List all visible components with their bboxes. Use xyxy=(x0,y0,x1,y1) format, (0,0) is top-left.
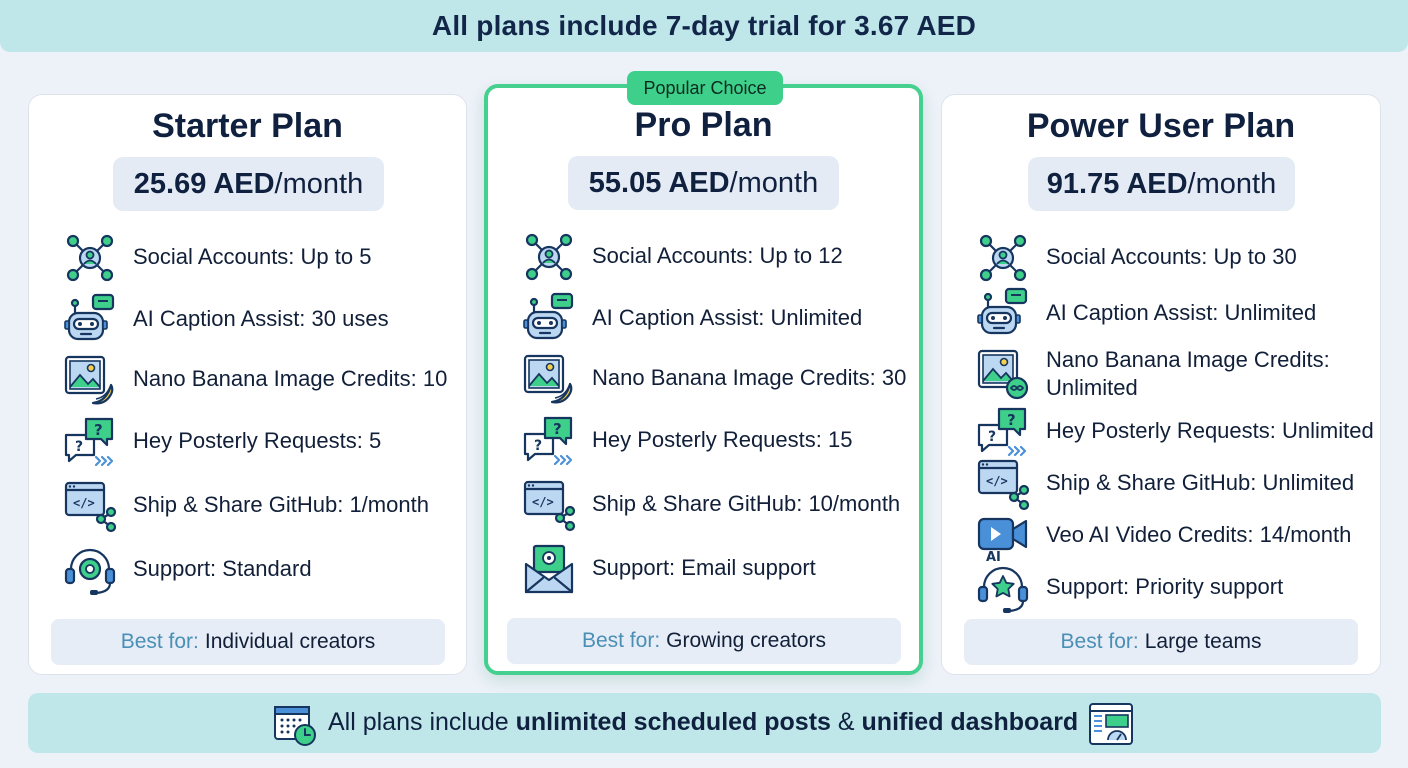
best-for-value: Individual creators xyxy=(204,630,376,653)
feature-text: Nano Banana Image Credits: Unlimited xyxy=(1046,347,1330,400)
best-for-value: Large teams xyxy=(1144,630,1262,653)
feature-item xyxy=(29,291,466,347)
best-for-label: Best for: xyxy=(1060,630,1139,653)
feature-item xyxy=(488,290,919,346)
feature-text: Veo AI Video Credits: 14/month xyxy=(1046,522,1352,547)
robot-icon xyxy=(976,287,1030,341)
feature-text: Ship & Share GitHub: 1/month xyxy=(133,492,429,517)
image-banana-icon xyxy=(63,353,117,407)
best-for-label: Best for: xyxy=(581,629,661,652)
feature-item xyxy=(942,403,1380,459)
top-banner-title: All plans include 7-day trial for 3.67 AED xyxy=(431,10,977,41)
best-for-value: Growing creators xyxy=(666,629,827,652)
feature-text: Support: Email support xyxy=(592,555,816,580)
svg-text:?: ? xyxy=(75,439,84,455)
feature-text: Social Accounts: Up to 5 xyxy=(133,244,372,269)
feature-text: Social Accounts: Up to 12 xyxy=(592,243,843,268)
feature-item xyxy=(942,559,1380,615)
bottom-banner xyxy=(28,693,1381,753)
top-banner xyxy=(0,0,1408,52)
plan-price xyxy=(113,157,384,211)
feature-text: Social Accounts: Up to 30 xyxy=(1046,244,1297,269)
feature-item xyxy=(488,350,919,406)
feature-item xyxy=(942,507,1380,563)
svg-text:AI: AI xyxy=(986,550,1001,563)
svg-text:?: ? xyxy=(534,438,543,454)
chat-question-icon xyxy=(63,415,117,469)
feature-item xyxy=(942,455,1380,511)
price-period: /month xyxy=(1187,167,1277,200)
feature-item xyxy=(29,229,466,285)
network-icon xyxy=(976,231,1030,285)
plan-title: Pro Plan xyxy=(634,106,773,144)
feature-text: Nano Banana Image Credits: 10 xyxy=(133,366,448,391)
feature-text: Support: Standard xyxy=(133,556,312,581)
svg-text:?: ? xyxy=(988,429,997,445)
price-amount: 25.69 AED xyxy=(133,167,275,200)
footer-bold-1: unlimited scheduled posts xyxy=(515,708,831,736)
plan-card-pro[interactable] xyxy=(484,77,923,675)
svg-text:?: ? xyxy=(553,420,562,438)
plan-price xyxy=(568,156,839,210)
best-for-label: Best for: xyxy=(120,630,199,653)
best-for xyxy=(964,619,1358,665)
feature-item xyxy=(488,228,919,284)
footer-mid: & xyxy=(830,708,862,736)
feature-text: AI Caption Assist: Unlimited xyxy=(592,305,863,330)
popular-badge: Popular Choice xyxy=(627,71,783,105)
feature-item xyxy=(29,413,466,469)
robot-icon xyxy=(522,292,576,346)
image-banana-icon xyxy=(522,352,576,406)
feature-text: AI Caption Assist: Unlimited xyxy=(1046,300,1317,325)
dashboard-icon xyxy=(1088,701,1134,747)
plan-title: Starter Plan xyxy=(152,107,343,145)
code-share-icon xyxy=(976,457,1030,511)
headset-gear-icon xyxy=(63,543,117,597)
price-period: /month xyxy=(729,166,819,199)
code-share-icon xyxy=(522,478,576,532)
svg-text:</>: </> xyxy=(73,496,95,510)
feature-item xyxy=(942,229,1380,285)
robot-icon xyxy=(63,293,117,347)
chat-question-icon xyxy=(976,405,1030,459)
network-icon xyxy=(522,230,576,284)
svg-text:</>: </> xyxy=(986,474,1008,488)
feature-item xyxy=(488,540,919,596)
feature-item xyxy=(942,345,1380,403)
chat-question-icon xyxy=(522,414,576,468)
svg-text:</>: </> xyxy=(532,495,554,509)
video-camera-icon xyxy=(976,509,1030,563)
code-share-icon xyxy=(63,479,117,533)
network-icon xyxy=(63,231,117,285)
best-for xyxy=(51,619,445,665)
feature-item xyxy=(29,351,466,407)
plan-title: Power User Plan xyxy=(1026,107,1296,145)
feature-item xyxy=(942,285,1380,341)
price-amount: 91.75 AED xyxy=(1046,167,1188,200)
feature-text: AI Caption Assist: 30 uses xyxy=(133,306,389,331)
plan-card-starter[interactable] xyxy=(28,94,467,675)
feature-text: Hey Posterly Requests: 15 xyxy=(592,427,853,452)
svg-text:?: ? xyxy=(1007,411,1016,429)
footer-prefix: All plans include xyxy=(328,708,516,736)
feature-text: Support: Priority support xyxy=(1046,574,1284,599)
svg-text:?: ? xyxy=(94,421,103,439)
feature-text: Ship & Share GitHub: 10/month xyxy=(592,491,901,516)
feature-item xyxy=(488,476,919,532)
feature-item xyxy=(488,412,919,468)
price-amount: 55.05 AED xyxy=(588,166,730,199)
feature-text: Hey Posterly Requests: Unlimited xyxy=(1046,418,1374,443)
envelope-gear-icon xyxy=(522,542,576,596)
feature-text: Ship & Share GitHub: Unlimited xyxy=(1046,470,1355,495)
feature-item xyxy=(29,541,466,597)
image-infinity-icon xyxy=(976,347,1030,401)
plan-card-power[interactable] xyxy=(941,94,1381,675)
feature-text: Nano Banana Image Credits: 30 xyxy=(592,365,907,390)
footer-bold-2: unified dashboard xyxy=(861,708,1079,736)
feature-text: Hey Posterly Requests: 5 xyxy=(133,428,382,453)
best-for xyxy=(507,618,901,664)
footer-text xyxy=(328,708,1078,737)
headset-star-icon xyxy=(976,561,1030,615)
plan-price xyxy=(1028,157,1295,211)
price-period: /month xyxy=(274,167,364,200)
feature-item xyxy=(29,477,466,533)
calendar-clock-icon xyxy=(272,701,318,747)
